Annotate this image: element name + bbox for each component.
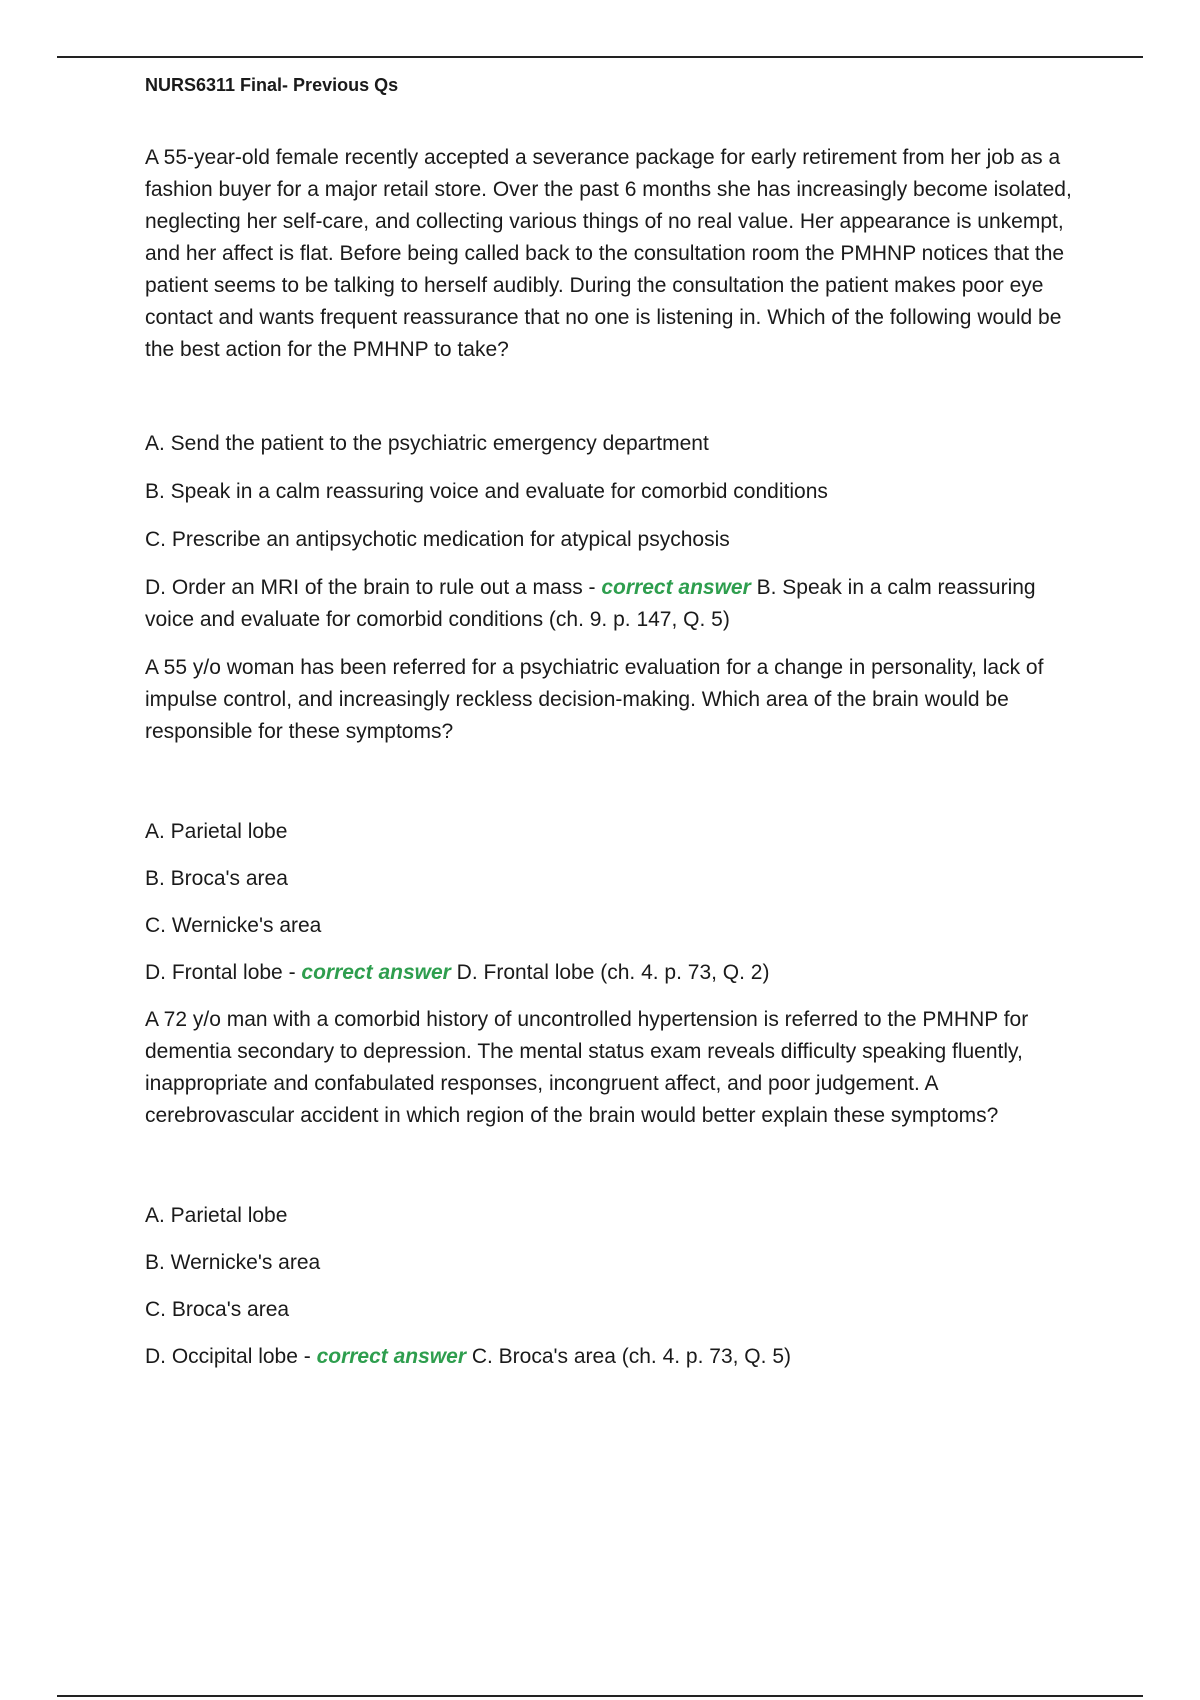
question-2-answer-label: correct answer bbox=[301, 961, 451, 984]
question-2-option-c: C. Wernicke's area bbox=[145, 914, 322, 937]
question-3 bbox=[145, 1004, 1090, 1373]
question-3-option-b: B. Wernicke's area bbox=[145, 1251, 321, 1274]
top-divider bbox=[57, 56, 1143, 58]
question-3-option-d: D. Occipital lobe - bbox=[145, 1345, 311, 1368]
question-2-option-d: D. Frontal lobe - bbox=[145, 961, 296, 984]
question-1-option-a: A. Send the patient to the psychiatric emergency department bbox=[145, 432, 709, 455]
question-3-option-d-with-answer bbox=[145, 1341, 1090, 1373]
question-1-option-b: B. Speak in a calm reassuring voice and evaluate for comorbid conditions bbox=[145, 480, 828, 503]
question-1-option-d: D. Order an MRI of the brain to rule out a mass - bbox=[145, 576, 596, 599]
question-1-option-c: C. Prescribe an antipsychotic medication for atypical psychosis bbox=[145, 528, 730, 551]
question-2-option-a: A. Parietal lobe bbox=[145, 820, 288, 843]
question-2 bbox=[145, 652, 1090, 989]
question-3-stem: A 72 y/o man with a comorbid history of uncontrolled hypertension is referred to the PMHNP for dementia secondary to depression. The mental status exam reveals difficulty speaking fluently, inappropriate and confabulated responses, incongruent affect, and poor judgement. A cerebrovascular accident in which region of the brain would better explain these symptoms? bbox=[145, 1008, 1029, 1127]
document-title: NURS6311 Final- Previous Qs bbox=[145, 75, 399, 95]
document-page bbox=[145, 72, 1090, 1388]
question-3-option-a: A. Parietal lobe bbox=[145, 1204, 288, 1227]
question-2-option-b: B. Broca's area bbox=[145, 867, 288, 890]
question-1-answer-text: B. Speak in a calm reassuring voice and evaluate for comorbid conditions (ch. 9. p. 147, Q. 5) bbox=[145, 576, 1036, 631]
question-1 bbox=[145, 142, 1090, 636]
question-2-option-d-with-answer bbox=[145, 957, 1090, 989]
question-1-option-d-with-answer bbox=[145, 572, 1090, 636]
question-1-stem: A 55-year-old female recently accepted a severance package for early retirement from her job as a fashion buyer for a major retail store. Over the past 6 months she has increasingly become isolated, neglecting her self-care, and collecting various things of no real value. Her appearance is unkempt, and her affect is flat. Before being called back to the consultation room the PMHNP notices that the patient seems to be talking to herself audibly. During the consultation the patient makes poor eye contact and wants frequent reassurance that no one is listening in. Which of the following would be the best action for the PMHNP to take? bbox=[145, 146, 1072, 361]
question-2-stem: A 55 y/o woman has been referred for a psychiatric evaluation for a change in personality, lack of impulse control, and increasingly reckless decision-making. Which area of the brain would be responsible for these symptoms? bbox=[145, 656, 1044, 743]
bottom-divider bbox=[57, 1695, 1143, 1697]
question-3-answer-label: correct answer bbox=[316, 1345, 466, 1368]
question-3-answer-text: C. Broca's area (ch. 4. p. 73, Q. 5) bbox=[471, 1345, 791, 1368]
question-2-answer-text: D. Frontal lobe (ch. 4. p. 73, Q. 2) bbox=[456, 961, 770, 984]
question-1-answer-label: correct answer bbox=[601, 576, 751, 599]
question-3-option-c: C. Broca's area bbox=[145, 1298, 290, 1321]
